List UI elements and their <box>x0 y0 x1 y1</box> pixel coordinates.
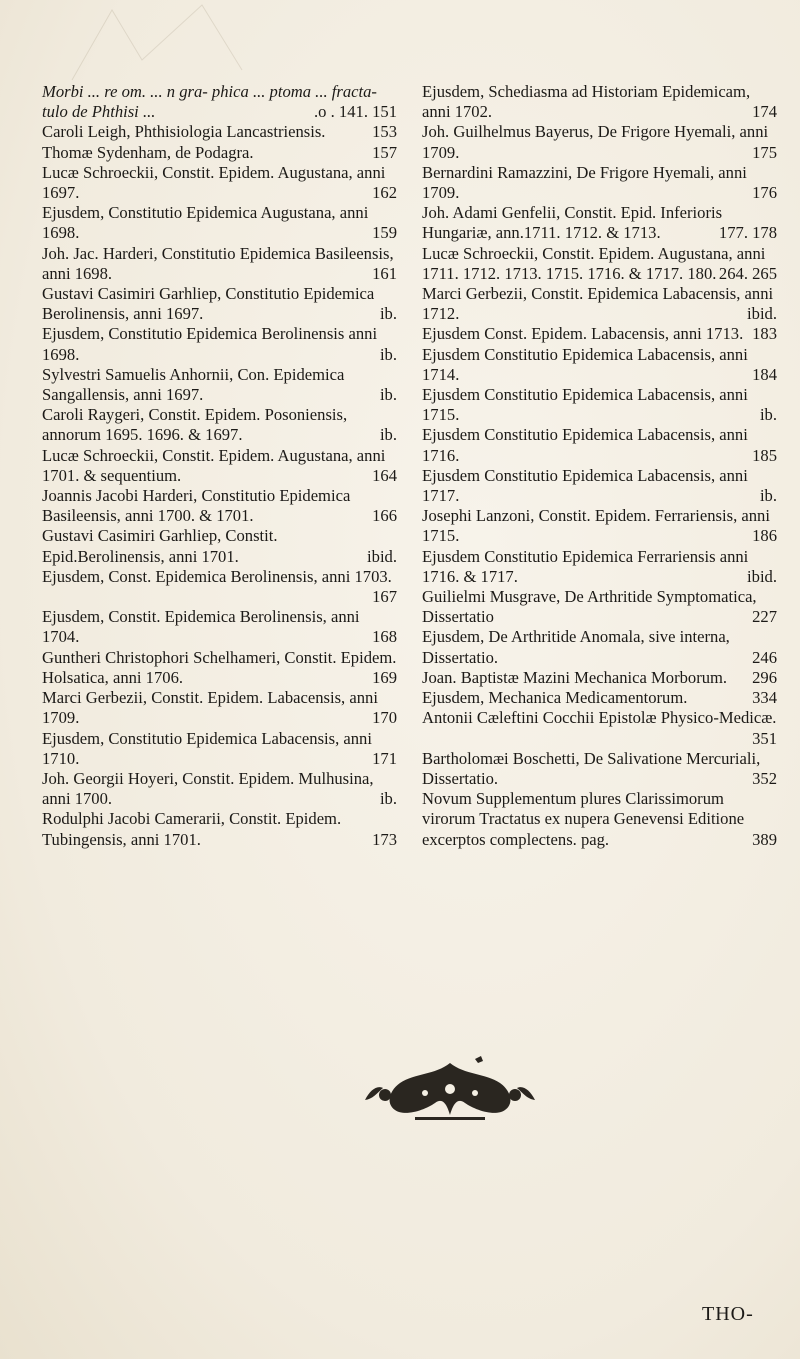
page-number: 352 <box>752 768 777 788</box>
index-entry <box>42 143 397 163</box>
printers-ornament-icon <box>355 1055 545 1125</box>
index-entry <box>422 324 777 344</box>
page-number: 157 <box>372 142 397 162</box>
page-number: 170 <box>372 708 397 728</box>
page-number: ibid. <box>367 546 397 566</box>
entry-text: Guntheri Christophori Schelhameri, Constit. Epidem. Holsatica, anni 1706. <box>42 647 397 687</box>
page-number: .o . 141. 151 <box>314 102 397 122</box>
index-entry <box>422 627 777 667</box>
entry-text: Morbi ... re om. ... n gra- phica ... ptoma ... fracta- tulo de Phthisi ... <box>42 82 377 122</box>
entry-text: Ejusdem Constitutio Epidemica Labacensis, anni 1714. <box>422 344 748 384</box>
index-entry <box>422 425 777 465</box>
entry-text: Marci Gerbezii, Constit. Epidem. Labacensis, anni 1709. <box>42 688 378 728</box>
page-number: ib. <box>759 405 777 425</box>
entry-text: Ejusdem, Constitutio Epidemica Labacensis, anni 1710. <box>42 728 372 768</box>
index-entry <box>422 547 777 587</box>
page-number: 351 <box>752 728 777 748</box>
entry-text: Lucæ Schroeckii, Constit. Epidem. Augustana, anni 1701. & sequentium. <box>42 445 386 485</box>
page-number: 173 <box>372 829 397 849</box>
entry-text: Joh. Guilhelmus Bayerus, De Frigore Hyemali, anni 1709. <box>422 122 769 162</box>
left-column <box>42 82 397 850</box>
stain-mark <box>52 0 262 90</box>
entry-text: Bartholomæi Boschetti, De Salivatione Mercuriali, Dissertatio. <box>422 748 761 788</box>
entry-text: Ejusdem Constitutio Epidemica Labacensis, anni 1715. <box>422 385 748 425</box>
entry-text: Ejusdem Const. Epidem. Labacensis, anni 1713. <box>422 324 744 344</box>
page-number: 246 <box>752 647 777 667</box>
page-number: ib. <box>379 425 397 445</box>
page-number: 227 <box>752 607 777 627</box>
index-entry <box>42 769 397 809</box>
index-entry <box>42 244 397 284</box>
entry-text: Josephi Lanzoni, Constit. Epidem. Ferrariensis, anni 1715. <box>422 506 770 546</box>
index-entry <box>422 284 777 324</box>
index-entry <box>422 82 777 122</box>
index-entry <box>422 122 777 162</box>
index-entry <box>42 729 397 769</box>
entry-text: Gustavi Casimiri Garhliep, Constit. Epid.Berolinensis, anni 1701. <box>42 526 278 566</box>
page-number: 296 <box>752 667 777 687</box>
entry-text: Sylvestri Samuelis Anhornii, Con. Epidemica Sangallensis, anni 1697. <box>42 364 345 405</box>
index-entry <box>42 809 397 849</box>
page-number: 169 <box>372 667 397 687</box>
index-entry <box>42 446 397 486</box>
index-entry <box>42 688 397 728</box>
index-entry <box>42 365 397 405</box>
catchword: THO- <box>702 1303 754 1325</box>
page-number: 153 <box>372 122 397 142</box>
entry-text: Rodulphi Jacobi Camerarii, Constit. Epidem. Tubingensis, anni 1701. <box>42 809 342 849</box>
page-number: 264. 265 <box>718 263 777 283</box>
entry-text: Thomæ Sydenham, de Podagra. <box>42 142 254 162</box>
page-number: 334 <box>752 688 777 708</box>
index-entry <box>42 648 397 688</box>
entry-text: Joh. Adami Genfelii, Constit. Epid. Inferioris Hungariæ, ann.1711. 1712. & 1713. <box>422 203 723 243</box>
entry-text: Caroli Leigh, Phthisiologia Lancastriensis. <box>42 122 326 142</box>
page-number: ib. <box>379 789 397 809</box>
entry-text: Ejusdem Constitutio Epidemica Ferrariensis anni 1716. & 1717. <box>422 546 749 586</box>
entry-text: Novum Supplementum plures Clarissimorum virorum Tractatus ex nupera Genevensi Editione excerptos complectens. pag. <box>422 789 745 849</box>
page-number: 161 <box>372 263 397 283</box>
entry-text: Ejusdem, Const. Epidemica Berolinensis, anni 1703. <box>42 566 392 586</box>
index-entry <box>42 405 397 445</box>
entry-text: Joan. Baptistæ Mazini Mechanica Morborum. <box>422 667 728 687</box>
entry-text: Ejusdem, De Arthritide Anomala, sive interna, Dissertatio. <box>422 627 730 667</box>
page-number: ib. <box>379 344 397 364</box>
index-entry <box>42 526 397 566</box>
entry-text: Bernardini Ramazzini, De Frigore Hyemali, anni 1709. <box>422 162 747 203</box>
entry-text: Ejusdem, Mechanica Medicamentorum. <box>422 688 688 708</box>
page-number: 166 <box>372 506 397 526</box>
index-entry <box>422 244 777 284</box>
index-entry <box>422 506 777 546</box>
entry-text: Gustavi Casimiri Garhliep, Constitutio Epidemica Berolinensis, anni 1697. <box>42 284 375 324</box>
entry-text: Ejusdem, Constitutio Epidemica Berolinensis anni 1698. <box>42 324 378 364</box>
index-entry <box>422 789 777 850</box>
entry-text: Joh. Georgii Hoyeri, Constit. Epidem. Mulhusina, anni 1700. <box>42 768 374 809</box>
index-entry <box>42 163 397 203</box>
index-entry <box>422 708 777 748</box>
right-column <box>422 82 777 850</box>
index-entry <box>422 203 777 243</box>
index-entry <box>422 345 777 385</box>
page-number: 167 <box>372 587 397 607</box>
entry-text: Joh. Jac. Harderi, Constitutio Epidemica Basileensis, anni 1698. <box>42 243 394 283</box>
page-number: 183 <box>752 324 777 344</box>
page-number: 159 <box>372 223 397 243</box>
page-number: 175 <box>752 142 777 162</box>
index-entry <box>422 688 777 708</box>
page-number: 174 <box>752 102 777 122</box>
page-number: ibid. <box>747 566 777 586</box>
entry-text: Ejusdem, Schediasma ad Historiam Epidemicam, anni 1702. <box>422 82 751 122</box>
index-entry <box>42 486 397 526</box>
page-number: 162 <box>372 183 397 203</box>
page-number: 185 <box>752 445 777 465</box>
index-entry <box>42 607 397 647</box>
page-number: ibid. <box>747 304 777 324</box>
entry-text: Antonii Cæleftini Cocchii Epistolæ Physico-Medicæ. <box>422 708 777 728</box>
page-number: 177. 178 <box>718 223 777 243</box>
index-entry <box>42 284 397 324</box>
index-entry <box>42 567 397 607</box>
entry-text: Marci Gerbezii, Constit. Epidemica Labacensis, anni 1712. <box>422 284 774 324</box>
page-number: 168 <box>372 627 397 647</box>
page-number: 389 <box>752 829 777 849</box>
page-number: 184 <box>752 364 777 384</box>
page-number: 171 <box>372 748 397 768</box>
index-entry <box>42 122 397 142</box>
index-entry <box>42 82 397 122</box>
index-entry <box>422 749 777 789</box>
index-entry <box>422 466 777 506</box>
index-entry <box>42 324 397 364</box>
page-number: ib. <box>379 385 397 405</box>
page-number: ib. <box>379 304 397 324</box>
page-number: 186 <box>752 526 777 546</box>
page-number: ib. <box>759 486 777 506</box>
entry-text: Ejusdem Constitutio Epidemica Labacensis, anni 1716. <box>422 425 748 465</box>
index-entry <box>422 385 777 425</box>
page-number: 164 <box>372 465 397 485</box>
entry-text: Caroli Raygeri, Constit. Epidem. Posoniensis, annorum 1695. 1696. & 1697. <box>42 405 348 445</box>
index-entry <box>422 587 777 627</box>
entry-text: Ejusdem, Constitutio Epidemica Augustana, anni 1698. <box>42 203 369 243</box>
index-entry <box>422 668 777 688</box>
page-number: 176 <box>752 183 777 203</box>
index-entry <box>42 203 397 243</box>
entry-text: Lucæ Schroeckii, Constit. Epidem. Augustana, anni 1711. 1712. 1713. 1715. 1716. & 1717. 180. <box>422 243 766 283</box>
entry-text: Lucæ Schroeckii, Constit. Epidem. Augustana, anni 1697. <box>42 162 386 203</box>
index-entry <box>422 163 777 203</box>
entry-text: Joannis Jacobi Harderi, Constitutio Epidemica Basileensis, anni 1700. & 1701. <box>42 486 351 526</box>
entry-text: Ejusdem Constitutio Epidemica Labacensis, anni 1717. <box>422 465 748 506</box>
entry-text: Ejusdem, Constit. Epidemica Berolinensis, anni 1704. <box>42 607 360 647</box>
entry-text: Guilielmi Musgrave, De Arthritide Symptomatica, Dissertatio <box>422 587 757 627</box>
